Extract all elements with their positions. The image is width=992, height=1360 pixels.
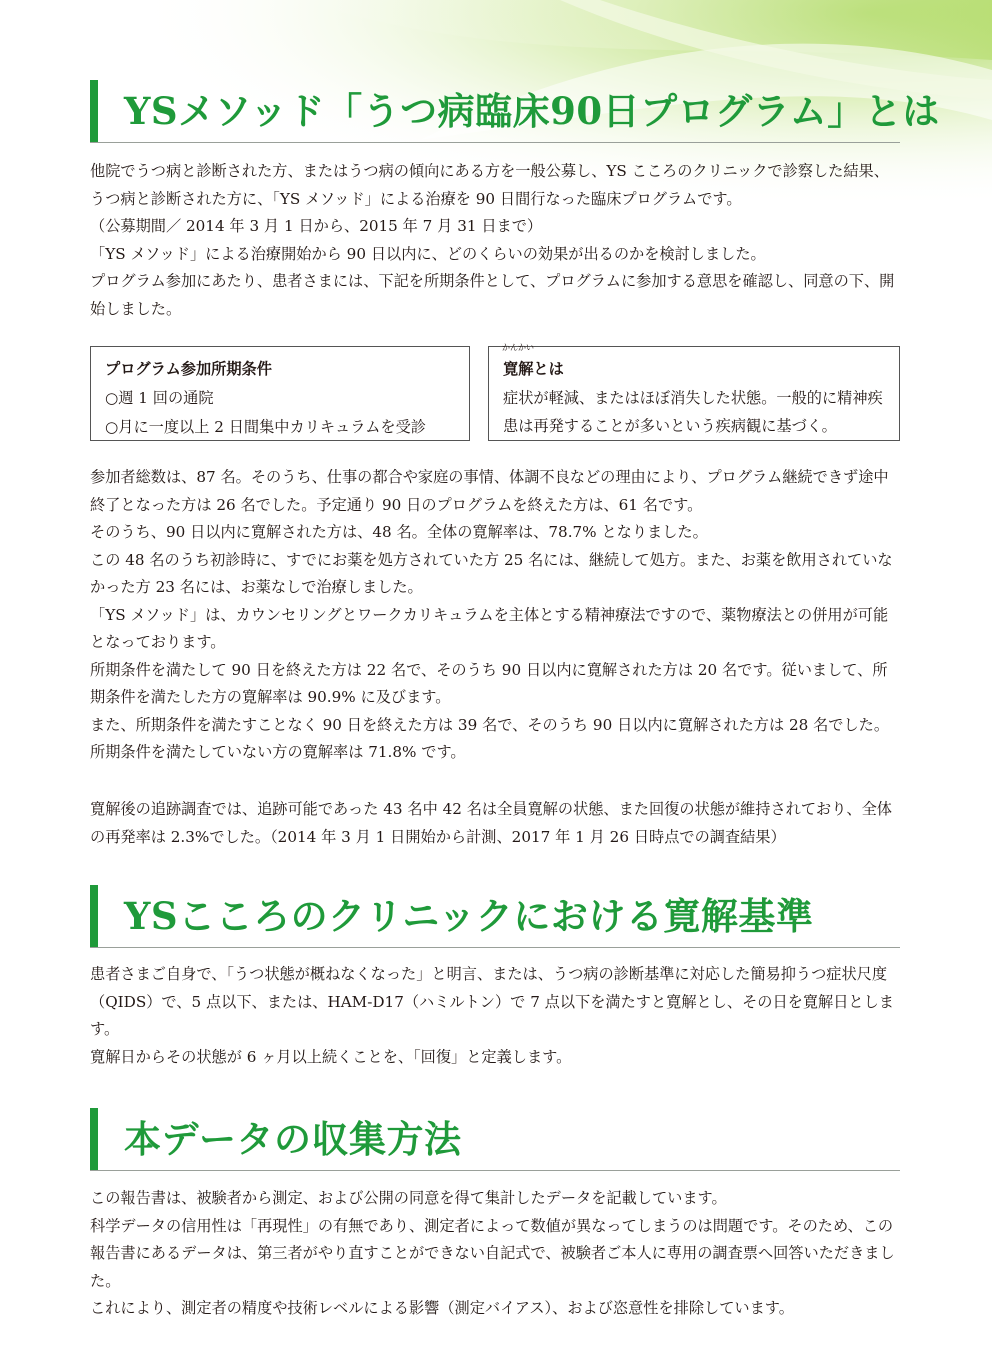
section3-heading bbox=[90, 1108, 900, 1171]
section1-intro bbox=[90, 158, 902, 323]
remission-title-kanji: かんかい 寛解 bbox=[502, 343, 534, 378]
heading-accent-bar bbox=[90, 1108, 98, 1170]
section1-heading bbox=[90, 80, 940, 143]
section3-body bbox=[90, 1185, 902, 1323]
method-paragraph: これにより、測定者の精度や技術レベルによる影響（測定バイアス）、および恣意性を排除しています。 bbox=[90, 1299, 794, 1317]
followup-paragraph: 寛解後の追跡調査では、追跡可能であった 43 名中 42 名は全員寛解の状態、また回復の状態が維持されており、全体の再発率は 2.3%でした。（2014 年 3 月 1 日開始から計測、2017 年 1 月 26 日時点での調査結果） bbox=[90, 800, 892, 846]
remission-body: 症状が軽減、またはほぼ消失した状態。一般的に精神疾患は再発することが多いという疾病観に基づく。 bbox=[503, 389, 883, 435]
results-paragraph: そのうち、90 日以内に寛解された方は、48 名。全体の寛解率は、78.7% となりました。 bbox=[90, 523, 708, 541]
condition-item: ○週 1 回の通院 bbox=[105, 389, 214, 407]
remission-ruby: かんかい bbox=[502, 343, 534, 352]
heading-accent-bar bbox=[90, 885, 98, 947]
section2-body bbox=[90, 961, 902, 1071]
condition-item: ○月に一度以上 2 日間集中カリキュラムを受診 bbox=[105, 418, 426, 436]
results-paragraph: 参加者総数は、87 名。そのうち、仕事の都合や家庭の事情、体調不良などの理由により、プログラム継続できず途中終了となった方は 26 名でした。予定通り 90 日のプログラムを終えた方は、61 名です。 bbox=[90, 468, 889, 514]
remission-title-rest: とは bbox=[533, 360, 564, 378]
criteria-paragraph: 患者さまご自身で、「うつ状態が概ねなくなった」と明言、または、うつ病の診断基準に対応した簡易抑うつ症状尺度（QIDS）で、5 点以下、または、HAM-D17（ハミルトン）で 7 点以下を満たすと寛解とし、その日を寛解日とします。 bbox=[90, 965, 894, 1038]
section2-title: YSこころのクリニックにおける寛解基準 bbox=[124, 894, 814, 938]
section2-heading bbox=[90, 885, 900, 948]
intro-paragraph: 他院でうつ病と診断された方、またはうつ病の傾向にある方を一般公募し、YS こころのクリニックで診察した結果、うつ病と診断された方に、「YS メソッド」による治療を 90 日間行なった臨床プログラムです。 bbox=[90, 162, 889, 208]
method-paragraph: この報告書は、被験者から測定、および公開の同意を得て集計したデータを記載しています。 bbox=[90, 1189, 727, 1207]
results-paragraph: この 48 名のうち初診時に、すでにお薬を処方されていた方 25 名には、継続して処方。また、お薬を飲用されていなかった方 23 名には、お薬なしで治療しました。 bbox=[90, 550, 893, 596]
results-paragraph: 所期条件を満たして 90 日を終えた方は 22 名で、そのうち 90 日以内に寛解された方は 20 名です。従いまして、所期条件を満たした方の寛解率は 90.9% に及びます。 bbox=[90, 660, 888, 706]
section1-title: YSメソッド「うつ病臨床90日プログラム」とは bbox=[124, 89, 940, 133]
section1-followup bbox=[90, 796, 902, 851]
results-paragraph: 「YS メソッド」は、カウンセリングとワークカリキュラムを主体とする精神療法ですので、薬物療法との併用が可能となっております。 bbox=[90, 605, 889, 651]
intro-paragraph: 「YS メソッド」による治療開始から 90 日以内に、どのくらいの効果が出るのかを検討しました。 bbox=[90, 244, 766, 263]
section1-results bbox=[90, 464, 902, 767]
intro-paragraph: （公募期間／ 2014 年 3 月 1 日から、2015 年 7 月 31 日まで） bbox=[90, 217, 543, 235]
conditions-box bbox=[90, 346, 470, 441]
intro-paragraph: プログラム参加にあたり、患者さまには、下記を所期条件として、プログラムに参加する意思を確認し、同意の下、開始しました。 bbox=[90, 272, 895, 318]
section3-title: 本データの収集方法 bbox=[124, 1117, 462, 1161]
method-paragraph: 科学データの信用性は「再現性」の有無であり、測定者によって数値が異なってしまうのは問題です。そのため、この報告書にあるデータは、第三者がやり直すことができない自記式で、被験者ご本人に専用の調査票へ回答いただきました。 bbox=[90, 1216, 895, 1290]
remission-definition-box bbox=[488, 343, 900, 441]
conditions-title: プログラム参加所期条件 bbox=[105, 360, 272, 378]
criteria-paragraph: 寛解日からその状態が 6 ヶ月以上続くことを、「回復」と定義します。 bbox=[90, 1047, 572, 1066]
remission-title bbox=[502, 343, 885, 384]
results-paragraph: また、所期条件を満たすことなく 90 日を終えた方は 39 名で、そのうち 90 日以内に寛解された方は 28 名でした。所期条件を満たしていない方の寛解率は 71.8% です。 bbox=[90, 715, 890, 761]
heading-accent-bar bbox=[90, 80, 98, 142]
